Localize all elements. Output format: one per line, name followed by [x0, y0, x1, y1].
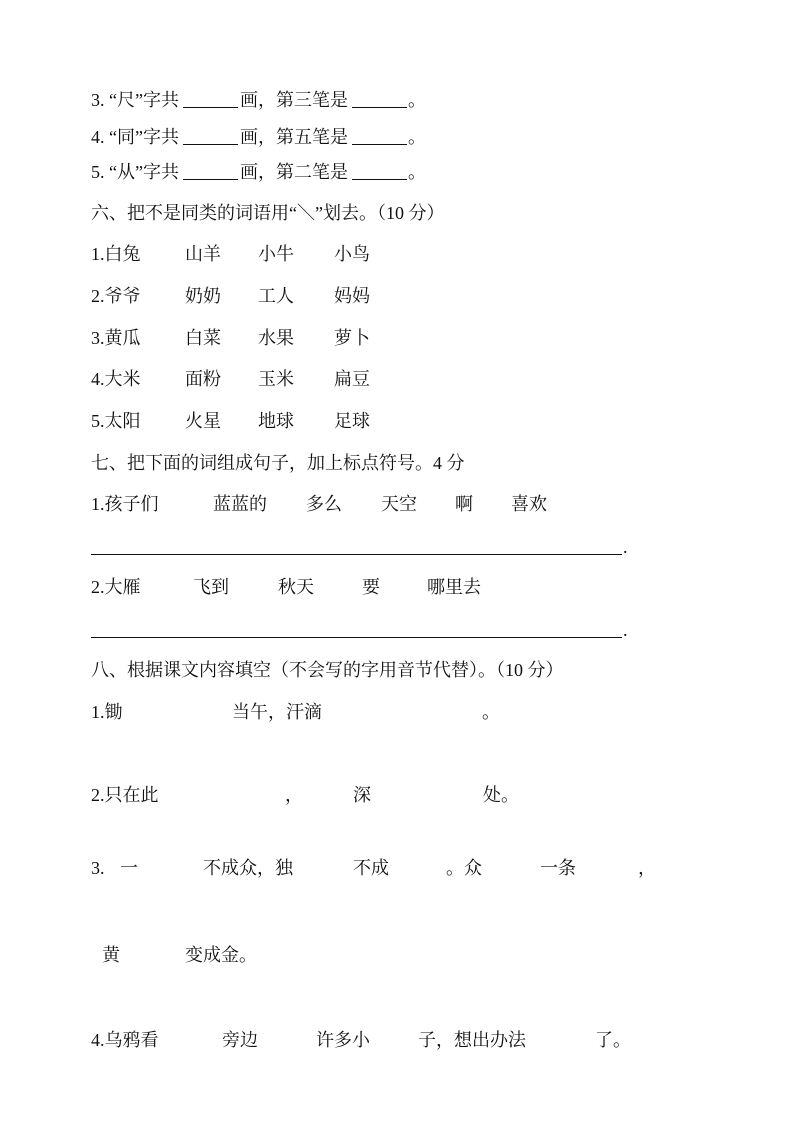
fill-text: 不成众，独 — [203, 858, 293, 878]
question-text: 。 — [408, 90, 426, 110]
word[interactable]: 妈妈 — [334, 286, 370, 306]
word: 1.孩子们 — [91, 494, 159, 514]
word: 天空 — [381, 494, 417, 514]
answer-blank[interactable] — [352, 179, 407, 180]
fill-text: 。 — [482, 702, 500, 722]
word[interactable]: 山羊 — [185, 244, 221, 264]
word: 飞到 — [193, 577, 229, 597]
fill-text: 一条 — [540, 858, 576, 878]
answer-line[interactable] — [91, 637, 622, 638]
word[interactable]: 奶奶 — [185, 286, 221, 306]
word[interactable]: 5.太阳 — [91, 411, 141, 431]
fill-text: 1.锄 — [91, 702, 123, 722]
question-text: 画，第五笔是 — [240, 127, 348, 147]
line-end-mark: . — [623, 620, 628, 640]
fill-text: 。众 — [446, 858, 482, 878]
fill-text: ， — [638, 858, 656, 878]
word[interactable]: 足球 — [334, 411, 370, 431]
word[interactable]: 白菜 — [185, 328, 221, 348]
word: 啊 — [455, 494, 473, 514]
word[interactable]: 玉米 — [258, 369, 294, 389]
word[interactable]: 3.黄瓜 — [91, 328, 141, 348]
fill-text: 旁边 — [222, 1030, 258, 1050]
word[interactable]: 扁豆 — [334, 369, 370, 389]
fill-text: 当午，汗滴 — [232, 702, 322, 722]
word: 多么 — [306, 494, 342, 514]
question-text: 3. “尺”字共 — [91, 90, 179, 110]
word: 秋天 — [278, 577, 314, 597]
answer-line[interactable] — [91, 554, 622, 555]
word[interactable]: 工人 — [258, 286, 294, 306]
fill-text: 处。 — [483, 785, 519, 805]
word: 2.大雁 — [91, 577, 141, 597]
question-text: 5. “从”字共 — [91, 162, 179, 182]
word[interactable]: 1.白兔 — [91, 244, 141, 264]
fill-text: 一 — [120, 858, 138, 878]
answer-blank[interactable] — [352, 107, 407, 108]
answer-blank[interactable] — [352, 144, 407, 145]
word: 蓝蓝的 — [213, 494, 267, 514]
word[interactable]: 小鸟 — [334, 244, 370, 264]
section-6-heading: 六、把不是同类的词语用“＼”划去。（10 分） — [91, 203, 445, 223]
question-text: 。 — [408, 127, 426, 147]
fill-text: 4.乌鸦看 — [91, 1030, 159, 1050]
word: 哪里去 — [427, 577, 481, 597]
question-text: 4. “同”字共 — [91, 127, 179, 147]
word: 要 — [362, 577, 380, 597]
word[interactable]: 水果 — [258, 328, 294, 348]
word[interactable]: 小牛 — [258, 244, 294, 264]
fill-text: 深 — [353, 785, 371, 805]
fill-text: 子，想出办法 — [418, 1030, 526, 1050]
word[interactable]: 萝卜 — [334, 328, 370, 348]
answer-blank[interactable] — [183, 107, 238, 108]
word[interactable]: 地球 — [258, 411, 294, 431]
answer-blank[interactable] — [183, 144, 238, 145]
fill-text: 许多小 — [316, 1030, 370, 1050]
question-text: 。 — [408, 162, 426, 182]
word[interactable]: 火星 — [185, 411, 221, 431]
section-8-heading: 八、根据课文内容填空（不会写的字用音节代替）。（10 分） — [91, 660, 564, 680]
fill-text: 了。 — [595, 1030, 631, 1050]
question-text: 画，第二笔是 — [240, 162, 348, 182]
word[interactable]: 4.大米 — [91, 369, 141, 389]
fill-text: 3. — [91, 858, 105, 878]
section-7-heading: 七、把下面的词组成句子，加上标点符号。4 分 — [91, 453, 465, 473]
word[interactable]: 2.爷爷 — [91, 286, 141, 306]
answer-blank[interactable] — [183, 179, 238, 180]
fill-text: 不成 — [353, 858, 389, 878]
word: 喜欢 — [511, 494, 547, 514]
line-end-mark: . — [623, 537, 628, 557]
fill-text: ， — [285, 785, 303, 805]
fill-text: 黄 — [102, 945, 120, 965]
question-text: 画，第三笔是 — [240, 90, 348, 110]
fill-text: 变成金。 — [185, 945, 257, 965]
fill-text: 2.只在此 — [91, 785, 159, 805]
word[interactable]: 面粉 — [185, 369, 221, 389]
